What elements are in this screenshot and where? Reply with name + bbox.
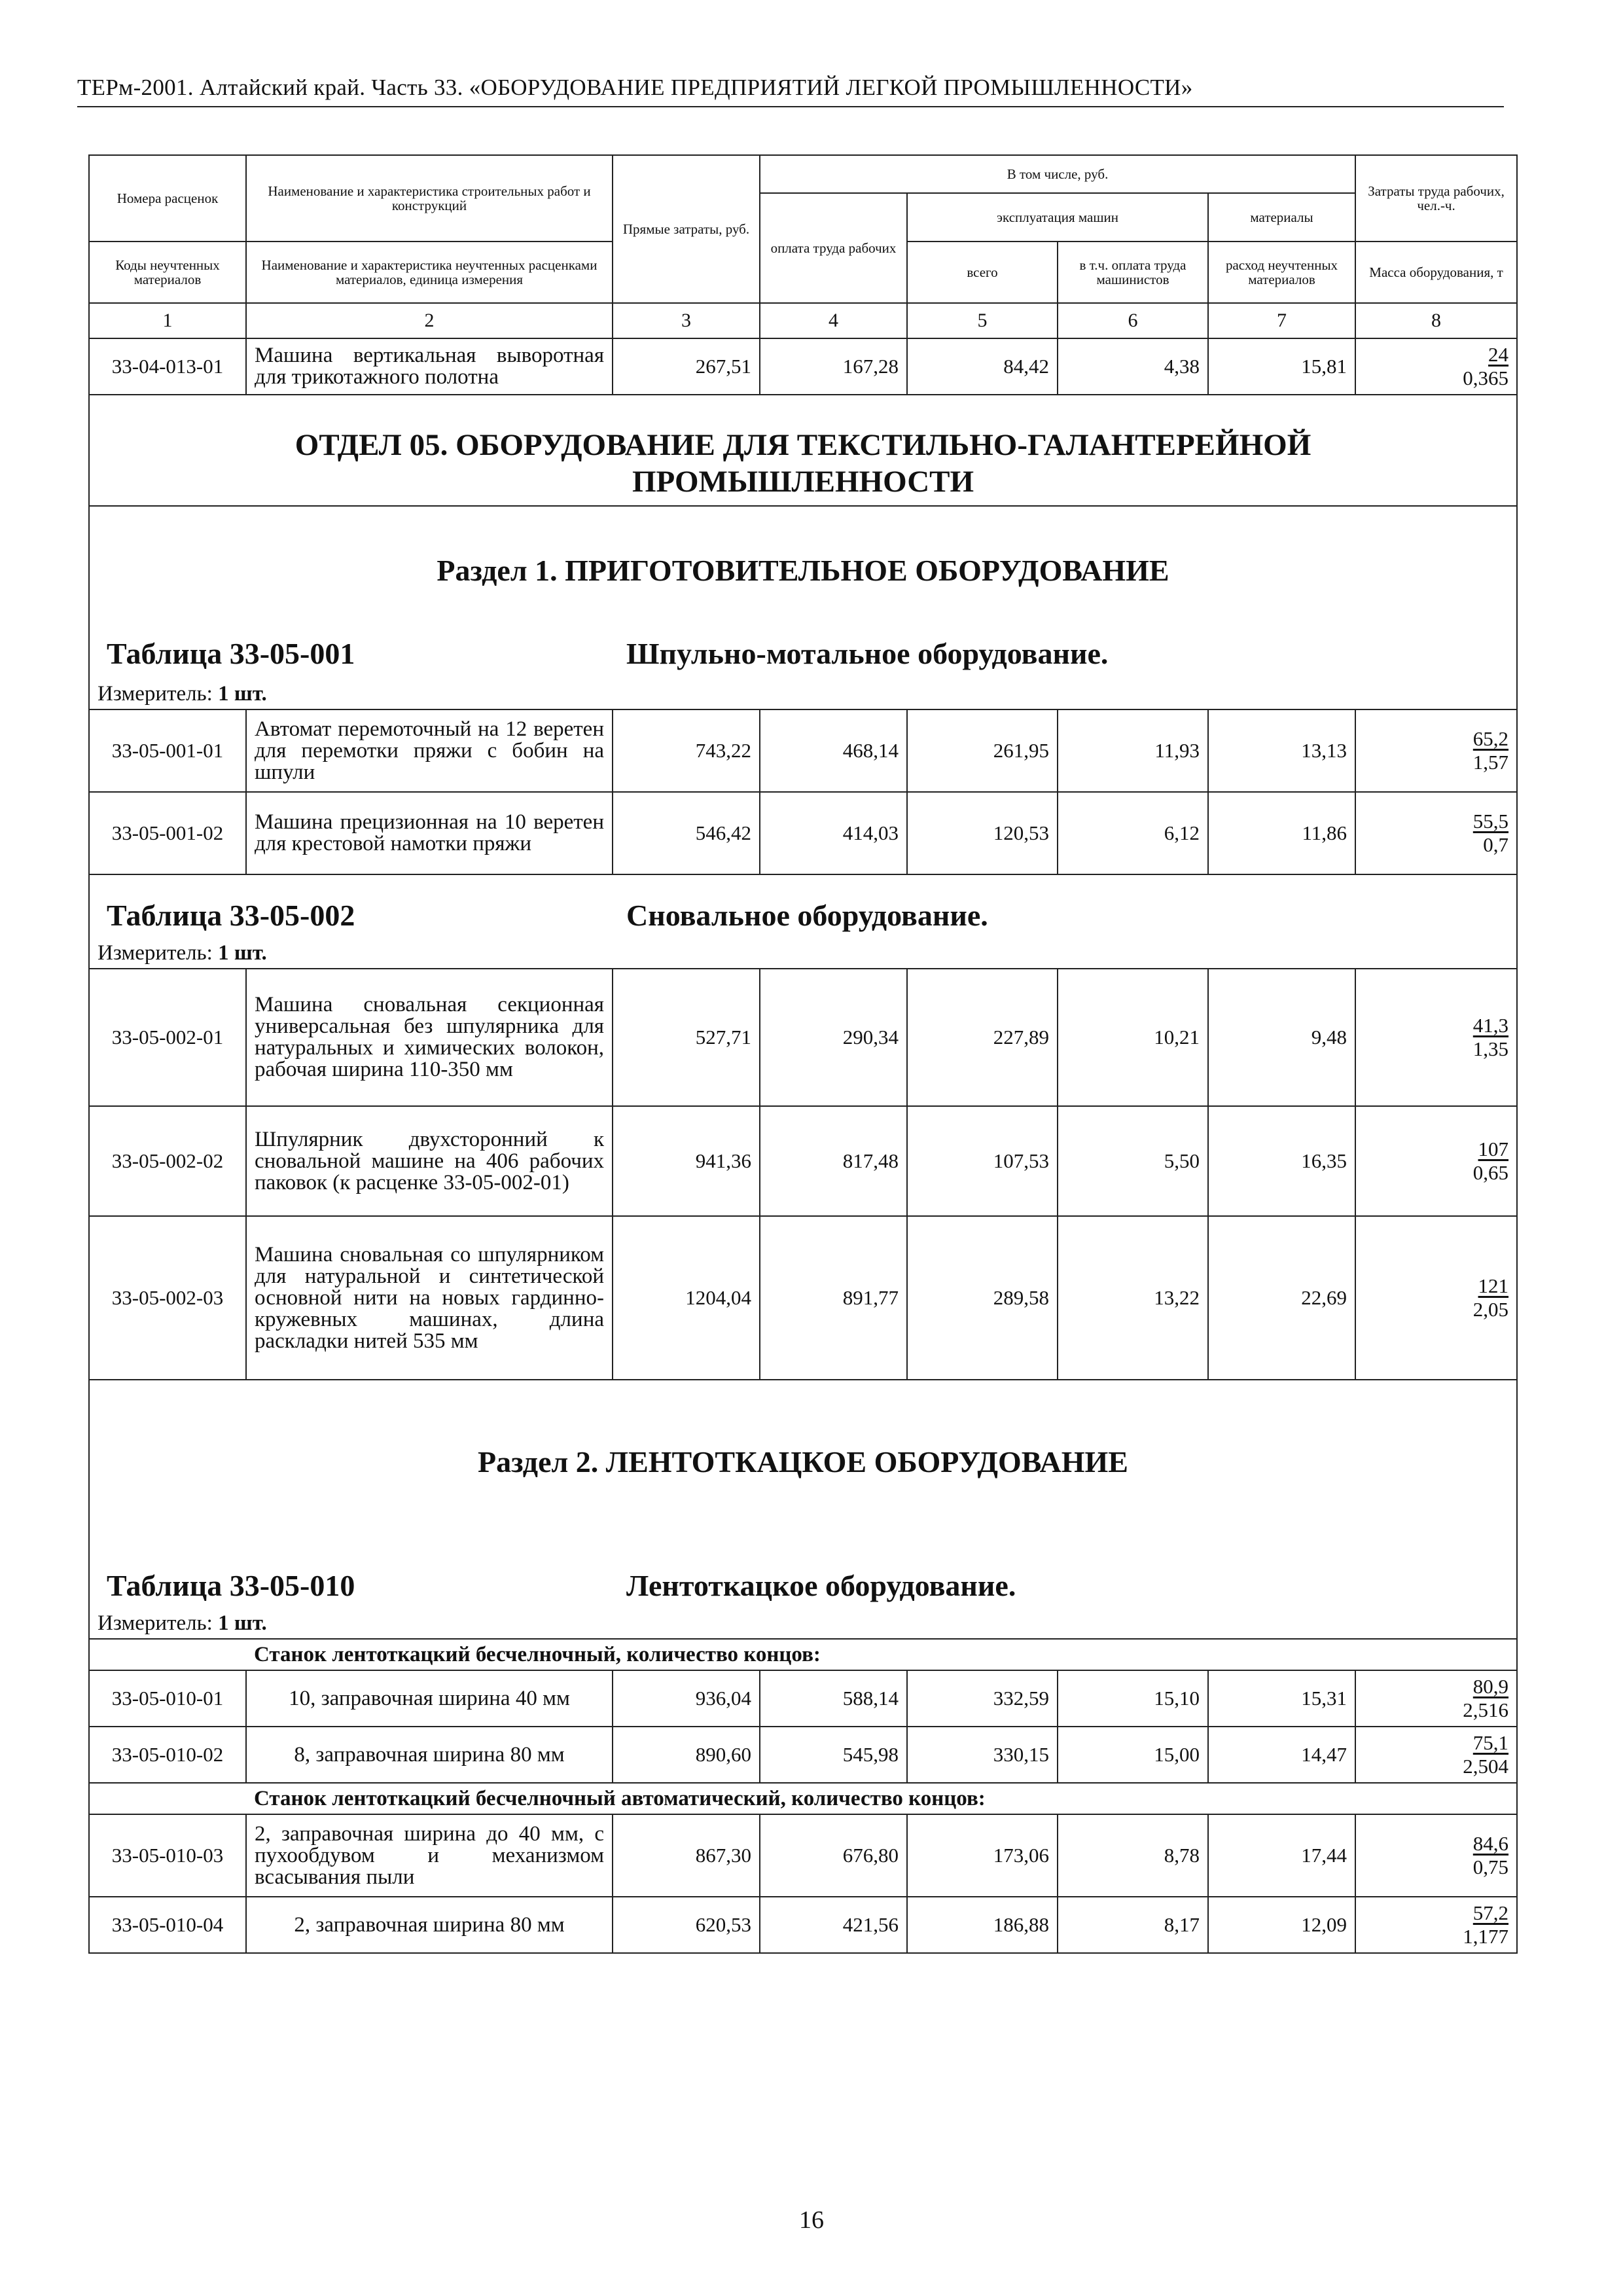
machines-operators: 4,38	[1058, 338, 1208, 395]
machines-total: 261,95	[907, 709, 1058, 792]
table-row	[89, 1897, 1517, 1953]
table-row	[89, 969, 1517, 1106]
labor-cost: 24	[1488, 343, 1509, 366]
labor-cost: 84,6	[1472, 1832, 1509, 1855]
equipment-mass: 0,365	[1463, 367, 1509, 389]
rate-code: 33-05-001-02	[89, 792, 246, 874]
labor-mass-fraction	[1355, 1727, 1517, 1783]
rate-code: 33-05-001-01	[89, 709, 246, 792]
labor-pay: 545,98	[760, 1727, 907, 1783]
rate-name: 2, заправочная ширина 80 мм	[246, 1897, 613, 1953]
rate-name: Автомат перемоточный на 12 веретен для перемотки пряжи с бобин на шпули	[246, 709, 613, 792]
col-head-code: Номера расценок	[89, 155, 246, 242]
machines-total: 332,59	[907, 1670, 1058, 1727]
col-head-materials: материалы	[1208, 193, 1355, 242]
table-row	[89, 1106, 1517, 1216]
rate-name: Машина вертикальная выворотная для трикотажного полотна	[246, 338, 613, 395]
col-head-name: Наименование и характеристика строительных работ и конструкций	[246, 155, 613, 242]
machines-operators: 8,78	[1058, 1814, 1208, 1897]
equipment-mass: 0,7	[1483, 833, 1509, 856]
materials: 12,09	[1208, 1897, 1355, 1953]
unit-line-3	[89, 1609, 1517, 1639]
table-number: Таблица 33-05-002	[107, 899, 355, 932]
labor-mass-fraction	[1355, 1814, 1517, 1897]
equipment-mass: 1,35	[1472, 1037, 1509, 1060]
direct-cost: 620,53	[613, 1897, 760, 1953]
table-number: Таблица 33-05-010	[107, 1569, 355, 1602]
rate-code: 33-05-002-01	[89, 969, 246, 1106]
labor-cost: 65,2	[1472, 727, 1509, 750]
labor-pay: 421,56	[760, 1897, 907, 1953]
section-title-line2: ПРОМЫШЛЕННОСТИ	[632, 465, 974, 499]
unit-label: Измеритель:	[98, 941, 219, 965]
col-head-labor-cost: Затраты труда рабочих, чел.-ч.	[1355, 155, 1517, 242]
labor-mass-fraction	[1355, 1106, 1517, 1216]
col-head-mass: Масса оборудования, т	[1355, 242, 1517, 303]
machines-operators: 13,22	[1058, 1216, 1208, 1380]
col-head-machines-total: всего	[907, 242, 1058, 303]
unit-line-2	[89, 939, 1517, 969]
table-title: Шпульно-мотальное оборудование.	[626, 637, 1109, 670]
section-title	[89, 395, 1517, 506]
equipment-mass: 0,75	[1472, 1856, 1509, 1878]
table-row	[89, 1216, 1517, 1380]
rate-name: Шпулярник двухсторонний к сновальной машине на 406 рабочих паковок (к расценке 33-05-002-01)	[246, 1106, 613, 1216]
direct-cost: 941,36	[613, 1106, 760, 1216]
machines-operators: 8,17	[1058, 1897, 1208, 1953]
rate-code: 33-05-010-02	[89, 1727, 246, 1783]
machines-total: 173,06	[907, 1814, 1058, 1897]
col-number: 3	[613, 303, 760, 338]
table-title-3	[89, 1543, 1517, 1609]
materials: 13,13	[1208, 709, 1355, 792]
table-title-2	[89, 874, 1517, 939]
table-row	[89, 1727, 1517, 1783]
labor-mass-fraction	[1355, 1216, 1517, 1380]
machines-total: 84,42	[907, 338, 1058, 395]
rate-name: Машина сновальная со шпулярником для натуральной и синтетической основной нити на новых гардинно-кружевных машинах, длина раскладки нитей 535 мм	[246, 1216, 613, 1380]
table-title: Лентоткацкое оборудование.	[626, 1569, 1016, 1602]
direct-cost: 890,60	[613, 1727, 760, 1783]
equipment-mass: 2,05	[1472, 1298, 1509, 1321]
equipment-mass: 2,516	[1463, 1698, 1509, 1721]
col-number: 1	[89, 303, 246, 338]
materials: 15,31	[1208, 1670, 1355, 1727]
materials: 9,48	[1208, 969, 1355, 1106]
materials: 16,35	[1208, 1106, 1355, 1216]
col-number: 2	[246, 303, 613, 338]
razdel-2-title: Раздел 2. ЛЕНТОТКАЦКОЕ ОБОРУДОВАНИЕ	[89, 1380, 1517, 1543]
labor-cost: 57,2	[1472, 1901, 1509, 1924]
labor-cost: 75,1	[1472, 1731, 1509, 1754]
table-title-1	[89, 634, 1517, 679]
rate-code: 33-05-010-04	[89, 1897, 246, 1953]
labor-mass-fraction	[1355, 1670, 1517, 1727]
materials: 15,81	[1208, 338, 1355, 395]
equipment-mass: 1,177	[1463, 1925, 1509, 1948]
running-header: ТЕРм-2001. Алтайский край. Часть 33. «ОБОРУДОВАНИЕ ПРЕДПРИЯТИЙ ЛЕГКОЙ ПРОМЫШЛЕННОСТИ»	[77, 75, 1193, 100]
unit-value: 1 шт.	[218, 1611, 267, 1635]
direct-cost: 527,71	[613, 969, 760, 1106]
labor-cost: 41,3	[1472, 1014, 1509, 1037]
table-row	[89, 1814, 1517, 1897]
machines-operators: 15,00	[1058, 1727, 1208, 1783]
col-head-name-bottom: Наименование и характеристика неучтенных расценками материалов, единица измерения	[246, 242, 613, 303]
labor-pay: 676,80	[760, 1814, 907, 1897]
equipment-mass: 2,504	[1463, 1755, 1509, 1778]
rate-code: 33-04-013-01	[89, 338, 246, 395]
table-row	[89, 792, 1517, 874]
rate-name: 2, заправочная ширина до 40 мм, с пухообдувом и механизмом всасывания пыли	[246, 1814, 613, 1897]
machines-total: 186,88	[907, 1897, 1058, 1953]
rate-name: 10, заправочная ширина 40 мм	[246, 1670, 613, 1727]
direct-cost: 936,04	[613, 1670, 760, 1727]
col-head-machines-operators: в т.ч. оплата труда машинистов	[1058, 242, 1208, 303]
labor-mass-fraction	[1355, 709, 1517, 792]
machines-total: 107,53	[907, 1106, 1058, 1216]
machines-total: 120,53	[907, 792, 1058, 874]
col-number: 7	[1208, 303, 1355, 338]
table-number: Таблица 33-05-001	[107, 637, 355, 670]
col-head-code-bottom: Коды неучтенных материалов	[89, 242, 246, 303]
rate-name: Машина сновальная секционная универсальная без шпулярника для натуральных и химических волокон, рабочая ширина 110-350 мм	[246, 969, 613, 1106]
machines-operators: 15,10	[1058, 1670, 1208, 1727]
table-row	[89, 709, 1517, 792]
machines-operators: 10,21	[1058, 969, 1208, 1106]
materials: 11,86	[1208, 792, 1355, 874]
labor-cost: 107	[1478, 1138, 1509, 1160]
labor-cost: 80,9	[1472, 1675, 1509, 1698]
direct-cost: 546,42	[613, 792, 760, 874]
labor-pay: 891,77	[760, 1216, 907, 1380]
table-row	[89, 338, 1517, 395]
section-title-line1: ОТДЕЛ 05. ОБОРУДОВАНИЕ ДЛЯ ТЕКСТИЛЬНО-ГАЛАНТЕРЕЙНОЙ	[294, 428, 1311, 462]
table-row	[89, 1670, 1517, 1727]
machines-operators: 6,12	[1058, 792, 1208, 874]
materials: 22,69	[1208, 1216, 1355, 1380]
machines-total: 330,15	[907, 1727, 1058, 1783]
machines-operators: 11,93	[1058, 709, 1208, 792]
table-title: Сновальное оборудование.	[626, 899, 988, 932]
machines-total: 289,58	[907, 1216, 1058, 1380]
unit-value: 1 шт.	[218, 682, 267, 706]
unit-line-1	[89, 679, 1517, 709]
rate-code: 33-05-002-02	[89, 1106, 246, 1216]
labor-mass-fraction	[1355, 969, 1517, 1106]
rate-name: Машина прецизионная на 10 веретен для крестовой намотки пряжи	[246, 792, 613, 874]
labor-mass-fraction	[1355, 338, 1517, 395]
rate-name: 8, заправочная ширина 80 мм	[246, 1727, 613, 1783]
unit-label: Измеритель:	[98, 1611, 219, 1635]
col-head-materials-unaccounted: расход неучтенных материалов	[1208, 242, 1355, 303]
labor-pay: 588,14	[760, 1670, 907, 1727]
labor-cost: 55,5	[1472, 810, 1509, 833]
labor-pay: 468,14	[760, 709, 907, 792]
materials: 17,44	[1208, 1814, 1355, 1897]
razdel-1-title: Раздел 1. ПРИГОТОВИТЕЛЬНОЕ ОБОРУДОВАНИЕ	[89, 506, 1517, 634]
labor-mass-fraction	[1355, 792, 1517, 874]
direct-cost: 867,30	[613, 1814, 760, 1897]
labor-pay: 414,03	[760, 792, 907, 874]
direct-cost: 1204,04	[613, 1216, 760, 1380]
labor-mass-fraction	[1355, 1897, 1517, 1953]
col-number: 6	[1058, 303, 1208, 338]
rate-code: 33-05-002-03	[89, 1216, 246, 1380]
labor-pay: 167,28	[760, 338, 907, 395]
page-number: 16	[799, 2206, 824, 2234]
labor-cost: 121	[1478, 1274, 1509, 1297]
col-head-labor-pay: оплата труда рабочих	[760, 193, 907, 303]
machines-total: 227,89	[907, 969, 1058, 1106]
group-heading: Станок лентоткацкий бесчелночный, количество концов:	[246, 1639, 1517, 1670]
col-head-including: В том числе, руб.	[760, 155, 1355, 193]
equipment-mass: 0,65	[1472, 1161, 1509, 1184]
unit-label: Измеритель:	[98, 682, 219, 706]
materials: 14,47	[1208, 1727, 1355, 1783]
direct-cost: 743,22	[613, 709, 760, 792]
header-rule	[77, 106, 1504, 107]
rate-code: 33-05-010-03	[89, 1814, 246, 1897]
rate-code: 33-05-010-01	[89, 1670, 246, 1727]
col-number: 8	[1355, 303, 1517, 338]
col-number: 5	[907, 303, 1058, 338]
machines-operators: 5,50	[1058, 1106, 1208, 1216]
col-number: 4	[760, 303, 907, 338]
rates-table	[88, 154, 1518, 1954]
labor-pay: 290,34	[760, 969, 907, 1106]
labor-pay: 817,48	[760, 1106, 907, 1216]
direct-cost: 267,51	[613, 338, 760, 395]
group-heading: Станок лентоткацкий бесчелночный автоматический, количество концов:	[246, 1783, 1517, 1814]
equipment-mass: 1,57	[1472, 751, 1509, 774]
col-head-direct: Прямые затраты, руб.	[613, 155, 760, 303]
col-head-machines: эксплуатация машин	[907, 193, 1208, 242]
unit-value: 1 шт.	[218, 941, 267, 965]
